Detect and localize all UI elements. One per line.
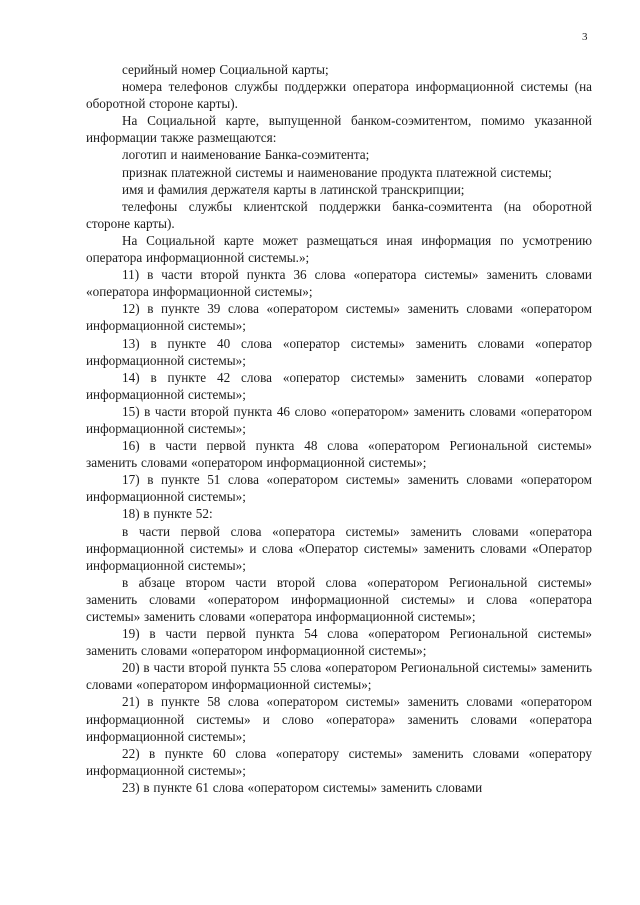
- amendment-item: 20) в части второй пункта 55 слова «оператором Региональной системы» заменить словами «оператором информационной системы»;: [86, 660, 592, 693]
- amendment-item: 15) в части второй пункта 46 слово «оператором» заменить словами «оператором информационной системы»;: [86, 403, 592, 436]
- amendment-item: 21) в пункте 58 слова «оператором системы» заменить словами «оператором информационной системы» и слово «оператора» заменить словами «оператора информационной системы»;: [86, 694, 592, 744]
- document-body: [86, 61, 592, 796]
- paragraph: признак платежной системы и наименование продукта платежной системы;: [122, 164, 552, 180]
- paragraph: серийный номер Социальной карты;: [122, 62, 329, 77]
- amendment-item: 17) в пункте 51 слова «оператором системы» заменить словами «оператором информационной системы»;: [86, 472, 592, 505]
- paragraph: На Социальной карте, выпущенной банком-соэмитентом, помимо указанной информации также размещаются:: [86, 113, 592, 146]
- amendment-item: 11) в части второй пункта 36 слова «оператора системы» заменить словами «оператора информационной системы»;: [86, 267, 592, 300]
- paragraph: На Социальной карте может размещаться иная информация по усмотрению оператора информационной системы.»;: [86, 232, 592, 266]
- paragraph: телефоны службы клиентской поддержки банка-соэмитента (на оборотной стороне карты).: [86, 198, 592, 231]
- amendment-subitem: в части первой слова «оператора системы» заменить словами «оператора информационной системы» и слова «Оператор системы» заменить словами «Оператор информационной системы»;: [86, 523, 592, 573]
- amendment-item: 12) в пункте 39 слова «оператором системы» заменить словами «оператором информационной системы»;: [86, 301, 592, 334]
- amendment-item: 18) в пункте 52:: [122, 506, 213, 522]
- amendment-item: 16) в части первой пункта 48 слова «оператором Региональной системы» заменить словами «оператором информационной системы»;: [86, 438, 592, 471]
- amendment-subitem: в абзаце втором части второй слова «оператором Региональной системы» заменить словами «оператором информационной системы» и слова «оператора системы» заменить словами «оператора информационной системы»;: [86, 574, 592, 624]
- amendment-item: 13) в пункте 40 слова «оператор системы» заменить словами «оператор информационной системы»;: [86, 335, 592, 368]
- amendment-item: 22) в пункте 60 слова «оператору системы» заменить словами «оператору информационной системы»;: [86, 745, 592, 778]
- paragraph: логотип и наименование Банка-соэмитента;: [122, 147, 370, 163]
- page-number: 3: [582, 31, 588, 43]
- amendment-item: 19) в части первой пункта 54 слова «оператором Региональной системы» заменить словами «оператором информационной системы»;: [86, 626, 592, 659]
- amendment-item: 23) в пункте 61 слова «оператором системы» заменить словами: [122, 779, 483, 795]
- amendment-item: 14) в пункте 42 слова «оператор системы» заменить словами «оператор информационной системы»;: [86, 369, 592, 402]
- paragraph: номера телефонов службы поддержки оператора информационной системы (на оборотной стороне карты).: [86, 79, 592, 112]
- paragraph: имя и фамилия держателя карты в латинской транскрипции;: [122, 181, 465, 197]
